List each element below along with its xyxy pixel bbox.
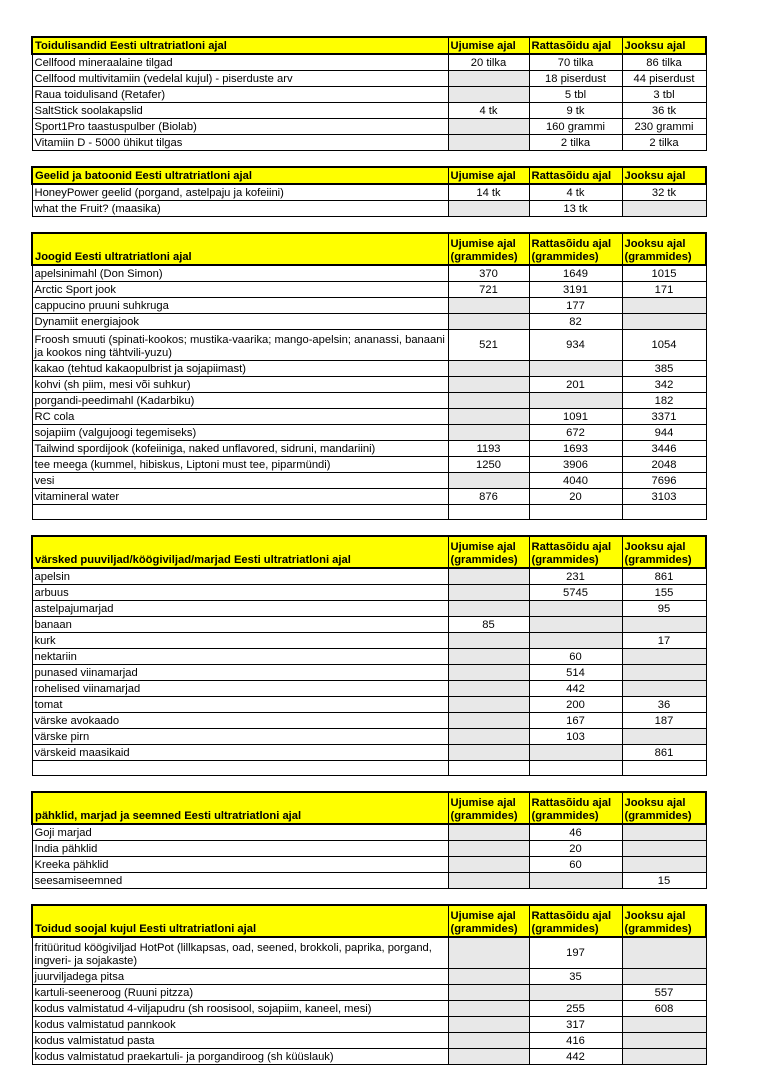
swim-value: 85 — [448, 617, 529, 633]
swim-value — [448, 314, 529, 330]
table-row — [32, 409, 706, 425]
column-header: Jooksu ajal (grammides) — [622, 233, 706, 265]
table-row — [32, 585, 706, 601]
table-row — [32, 665, 706, 681]
swim-value: 14 tk — [448, 184, 529, 201]
item-name: punased viinamarjad — [32, 665, 448, 681]
run-value: 32 tk — [622, 184, 706, 201]
swim-value — [448, 873, 529, 889]
item-name: Froosh smuuti (spinati-kookos; mustika-vaarika; mango-apelsin; ananassi, banaani ja kookos ning tähtvili-yuzu) — [32, 330, 448, 361]
item-name: vitamineral water — [32, 489, 448, 505]
table-row — [32, 377, 706, 393]
run-value: 2 tilka — [622, 135, 706, 151]
bike-value: 255 — [529, 1001, 622, 1017]
swim-value — [448, 1001, 529, 1017]
column-header: Rattasõidu ajal — [529, 37, 622, 54]
swim-value — [448, 1049, 529, 1065]
bike-value: 177 — [529, 298, 622, 314]
bike-value: 317 — [529, 1017, 622, 1033]
swim-value — [448, 937, 529, 969]
swim-value — [448, 601, 529, 617]
item-name: apelsinimahl (Don Simon) — [32, 265, 448, 282]
section-title: Geelid ja batoonid Eesti ultratriatloni ajal — [32, 167, 448, 184]
run-value: 385 — [622, 361, 706, 377]
run-value: 86 tilka — [622, 54, 706, 71]
item-name: Tailwind spordijook (kofeiiniga, naked unflavored, sidruni, mandariini) — [32, 441, 448, 457]
item-name: SaltStick soolakapslid — [32, 103, 448, 119]
bike-value: 60 — [529, 857, 622, 873]
table-row — [32, 969, 706, 985]
bike-value — [529, 633, 622, 649]
table-row — [32, 330, 706, 361]
table-row — [32, 103, 706, 119]
swim-value — [448, 361, 529, 377]
bike-value: 167 — [529, 713, 622, 729]
section-title: pähklid, marjad ja seemned Eesti ultratriatloni ajal — [32, 792, 448, 824]
run-value: 17 — [622, 633, 706, 649]
swim-value — [448, 649, 529, 665]
bike-value — [529, 393, 622, 409]
swim-value — [448, 857, 529, 873]
swim-value — [448, 665, 529, 681]
run-value — [622, 841, 706, 857]
bike-value: 416 — [529, 1033, 622, 1049]
item-name: RC cola — [32, 409, 448, 425]
item-name: vesi — [32, 473, 448, 489]
bike-value: 103 — [529, 729, 622, 745]
swim-value — [448, 87, 529, 103]
table-row — [32, 265, 706, 282]
bike-value: 231 — [529, 568, 622, 585]
item-name: kodus valmistatud pannkook — [32, 1017, 448, 1033]
swim-value — [448, 681, 529, 697]
item-name: nektariin — [32, 649, 448, 665]
run-value — [622, 201, 706, 217]
run-value — [622, 857, 706, 873]
run-value — [622, 681, 706, 697]
run-value: 1015 — [622, 265, 706, 282]
run-value — [622, 617, 706, 633]
bike-value — [529, 617, 622, 633]
swim-value — [448, 568, 529, 585]
bike-value: 2 tilka — [529, 135, 622, 151]
table-row — [32, 1001, 706, 1017]
table-row — [32, 937, 706, 969]
table-row — [32, 568, 706, 585]
section-header-row — [32, 536, 706, 568]
swim-value: 1193 — [448, 441, 529, 457]
bike-value: 442 — [529, 681, 622, 697]
swim-value: 370 — [448, 265, 529, 282]
section-gap — [31, 776, 705, 791]
section-header-row — [32, 905, 706, 937]
item-name: kodus valmistatud praekartuli- ja porgandiroog (sh küüslauk) — [32, 1049, 448, 1065]
section-gap — [31, 889, 705, 904]
run-value: 3 tbl — [622, 87, 706, 103]
table-row — [32, 697, 706, 713]
run-value: 2048 — [622, 457, 706, 473]
item-name: rohelised viinamarjad — [32, 681, 448, 697]
section-title: värsked puuviljad/köögiviljad/marjad Eesti ultratriatloni ajal — [32, 536, 448, 568]
table-row — [32, 649, 706, 665]
column-header: Jooksu ajal — [622, 37, 706, 54]
section-table — [31, 232, 707, 520]
item-name: kurk — [32, 633, 448, 649]
section-table — [31, 791, 707, 889]
bike-value — [529, 985, 622, 1001]
table-row — [32, 441, 706, 457]
bike-value: 200 — [529, 697, 622, 713]
table-row — [32, 473, 706, 489]
section-table — [31, 166, 707, 217]
section-title: Toidulisandid Eesti ultratriatloni ajal — [32, 37, 448, 54]
item-name: tee meega (kummel, hibiskus, Liptoni must tee, piparmündi) — [32, 457, 448, 473]
item-name: kodus valmistatud pasta — [32, 1033, 448, 1049]
column-header: Rattasõidu ajal (grammides) — [529, 233, 622, 265]
table-row — [32, 824, 706, 841]
section-gap — [31, 520, 705, 535]
bike-value: 514 — [529, 665, 622, 681]
item-name: kohvi (sh piim, mesi või suhkur) — [32, 377, 448, 393]
swim-value — [448, 633, 529, 649]
run-value — [622, 969, 706, 985]
section-table — [31, 36, 707, 151]
run-value: 1054 — [622, 330, 706, 361]
bike-value: 160 grammi — [529, 119, 622, 135]
item-name: värske pirn — [32, 729, 448, 745]
run-value — [622, 824, 706, 841]
table-row — [32, 457, 706, 473]
item-name: kodus valmistatud 4-viljapudru (sh roosisool, sojapiim, kaneel, mesi) — [32, 1001, 448, 1017]
section-header-row — [32, 233, 706, 265]
bike-value: 4 tk — [529, 184, 622, 201]
swim-value — [448, 425, 529, 441]
run-value — [622, 1049, 706, 1065]
table-row — [32, 601, 706, 617]
table-row — [32, 184, 706, 201]
item-name: Cellfood multivitamiin (vedelal kujul) - piserduste arv — [32, 71, 448, 87]
run-value: 944 — [622, 425, 706, 441]
item-name: sojapiim (valgujoogi tegemiseks) — [32, 425, 448, 441]
table-row — [32, 745, 706, 761]
section-title: Joogid Eesti ultratriatloni ajal — [32, 233, 448, 265]
bike-value: 35 — [529, 969, 622, 985]
item-name: what the Fruit? (maasika) — [32, 201, 448, 217]
section-header-row — [32, 792, 706, 824]
item-name: banaan — [32, 617, 448, 633]
column-header: Rattasõidu ajal (grammides) — [529, 536, 622, 568]
run-value — [622, 1017, 706, 1033]
item-name: Cellfood mineraalaine tilgad — [32, 54, 448, 71]
table-row — [32, 1033, 706, 1049]
item-name: HoneyPower geelid (porgand, astelpaju ja kofeiini) — [32, 184, 448, 201]
table-row — [32, 729, 706, 745]
column-header: Ujumise ajal — [448, 167, 529, 184]
column-header: Jooksu ajal (grammides) — [622, 905, 706, 937]
item-name: Dynamiit energiajook — [32, 314, 448, 330]
table-row — [32, 489, 706, 505]
table-row — [32, 633, 706, 649]
swim-value — [448, 841, 529, 857]
bike-value — [529, 361, 622, 377]
item-name: Sport1Pro taastuspulber (Biolab) — [32, 119, 448, 135]
swim-value — [448, 745, 529, 761]
bike-value: 201 — [529, 377, 622, 393]
swim-value — [448, 697, 529, 713]
item-name: juurviljadega pitsa — [32, 969, 448, 985]
item-name: arbuus — [32, 585, 448, 601]
run-value — [622, 314, 706, 330]
table-row — [32, 1049, 706, 1065]
swim-value — [448, 969, 529, 985]
run-value: 3371 — [622, 409, 706, 425]
bike-value: 442 — [529, 1049, 622, 1065]
swim-value — [448, 1033, 529, 1049]
run-value: 171 — [622, 282, 706, 298]
section-table — [31, 904, 707, 1065]
swim-value — [448, 985, 529, 1001]
run-value: 44 piserdust — [622, 71, 706, 87]
swim-value — [448, 1017, 529, 1033]
run-value — [622, 649, 706, 665]
column-header: Rattasõidu ajal — [529, 167, 622, 184]
table-row — [32, 135, 706, 151]
swim-value: 876 — [448, 489, 529, 505]
item-name: kartuli-seeneroog (Ruuni pitzza) — [32, 985, 448, 1001]
swim-value — [448, 135, 529, 151]
table-row — [32, 713, 706, 729]
column-header: Ujumise ajal (grammides) — [448, 536, 529, 568]
table-row — [32, 87, 706, 103]
item-name: astelpajumarjad — [32, 601, 448, 617]
bike-value — [529, 601, 622, 617]
item-name: cappucino pruuni suhkruga — [32, 298, 448, 314]
run-value — [622, 665, 706, 681]
section-header-row — [32, 37, 706, 54]
table-row — [32, 1017, 706, 1033]
section-header-row — [32, 167, 706, 184]
swim-value: 20 tilka — [448, 54, 529, 71]
run-value: 861 — [622, 745, 706, 761]
table-row — [32, 54, 706, 71]
swim-value — [448, 298, 529, 314]
run-value: 230 grammi — [622, 119, 706, 135]
bike-value: 934 — [529, 330, 622, 361]
table-row — [32, 873, 706, 889]
item-name: fritüüritud köögiviljad HotPot (lillkapsas, oad, seened, brokkoli, paprika, porgand, ingveri- ja sojakaste) — [32, 937, 448, 969]
run-value — [622, 298, 706, 314]
bike-value: 5 tbl — [529, 87, 622, 103]
swim-value — [448, 473, 529, 489]
table-row — [32, 393, 706, 409]
swim-value — [448, 201, 529, 217]
swim-value — [448, 393, 529, 409]
column-header: Ujumise ajal (grammides) — [448, 792, 529, 824]
item-name: porgandi-peedimahl (Kadarbiku) — [32, 393, 448, 409]
section-gap — [31, 217, 705, 232]
column-header: Ujumise ajal (grammides) — [448, 905, 529, 937]
column-header: Jooksu ajal (grammides) — [622, 792, 706, 824]
bike-value: 60 — [529, 649, 622, 665]
column-header: Ujumise ajal — [448, 37, 529, 54]
table-row — [32, 201, 706, 217]
swim-value — [448, 713, 529, 729]
run-value: 155 — [622, 585, 706, 601]
swim-value — [448, 377, 529, 393]
table-row — [32, 298, 706, 314]
section-title: Toidud soojal kujul Eesti ultratriatloni ajal — [32, 905, 448, 937]
run-value — [622, 729, 706, 745]
table-row — [32, 617, 706, 633]
item-name: Raua toidulisand (Retafer) — [32, 87, 448, 103]
bike-value: 672 — [529, 425, 622, 441]
bike-value — [529, 745, 622, 761]
bike-value: 18 piserdust — [529, 71, 622, 87]
section-gap — [31, 151, 705, 166]
table-row — [32, 314, 706, 330]
table-row — [32, 425, 706, 441]
bike-value: 70 tilka — [529, 54, 622, 71]
run-value: 7696 — [622, 473, 706, 489]
table-row — [32, 841, 706, 857]
table-row — [32, 857, 706, 873]
column-header: Rattasõidu ajal (grammides) — [529, 905, 622, 937]
section-table — [31, 535, 707, 776]
run-value: 557 — [622, 985, 706, 1001]
bike-value: 3906 — [529, 457, 622, 473]
item-name: tomat — [32, 697, 448, 713]
run-value: 15 — [622, 873, 706, 889]
bike-value: 1693 — [529, 441, 622, 457]
swim-value — [448, 585, 529, 601]
run-value — [622, 937, 706, 969]
swim-value: 1250 — [448, 457, 529, 473]
bike-value: 5745 — [529, 585, 622, 601]
run-value: 187 — [622, 713, 706, 729]
run-value: 3103 — [622, 489, 706, 505]
item-name: Kreeka pähklid — [32, 857, 448, 873]
run-value: 95 — [622, 601, 706, 617]
bike-value: 46 — [529, 824, 622, 841]
table-row — [32, 361, 706, 377]
swim-value — [448, 824, 529, 841]
table-row — [32, 71, 706, 87]
swim-value: 4 tk — [448, 103, 529, 119]
item-name: Goji marjad — [32, 824, 448, 841]
swim-value — [448, 729, 529, 745]
item-name: värskeid maasikaid — [32, 745, 448, 761]
bike-value: 13 tk — [529, 201, 622, 217]
bike-value: 4040 — [529, 473, 622, 489]
column-header: Ujumise ajal (grammides) — [448, 233, 529, 265]
run-value: 182 — [622, 393, 706, 409]
swim-value — [448, 119, 529, 135]
run-value: 608 — [622, 1001, 706, 1017]
run-value: 3446 — [622, 441, 706, 457]
spreadsheet — [31, 36, 705, 1065]
item-name: Vitamiin D - 5000 ühikut tilgas — [32, 135, 448, 151]
table-row — [32, 119, 706, 135]
run-value: 36 tk — [622, 103, 706, 119]
table-row — [32, 282, 706, 298]
run-value: 342 — [622, 377, 706, 393]
swim-value — [448, 409, 529, 425]
run-value: 36 — [622, 697, 706, 713]
table-row — [32, 985, 706, 1001]
blank-row — [32, 505, 706, 520]
column-header: Jooksu ajal (grammides) — [622, 536, 706, 568]
column-header: Jooksu ajal — [622, 167, 706, 184]
bike-value: 3191 — [529, 282, 622, 298]
bike-value: 197 — [529, 937, 622, 969]
bike-value: 1649 — [529, 265, 622, 282]
swim-value — [448, 71, 529, 87]
run-value: 861 — [622, 568, 706, 585]
swim-value: 721 — [448, 282, 529, 298]
bike-value: 1091 — [529, 409, 622, 425]
bike-value: 20 — [529, 841, 622, 857]
item-name: Arctic Sport jook — [32, 282, 448, 298]
column-header: Rattasõidu ajal (grammides) — [529, 792, 622, 824]
bike-value: 20 — [529, 489, 622, 505]
run-value — [622, 1033, 706, 1049]
bike-value: 9 tk — [529, 103, 622, 119]
item-name: kakao (tehtud kakaopulbrist ja sojapiimast) — [32, 361, 448, 377]
item-name: värske avokaado — [32, 713, 448, 729]
item-name: seesamiseemned — [32, 873, 448, 889]
item-name: India pähklid — [32, 841, 448, 857]
table-row — [32, 681, 706, 697]
swim-value: 521 — [448, 330, 529, 361]
item-name: apelsin — [32, 568, 448, 585]
blank-row — [32, 761, 706, 776]
bike-value — [529, 873, 622, 889]
bike-value: 82 — [529, 314, 622, 330]
